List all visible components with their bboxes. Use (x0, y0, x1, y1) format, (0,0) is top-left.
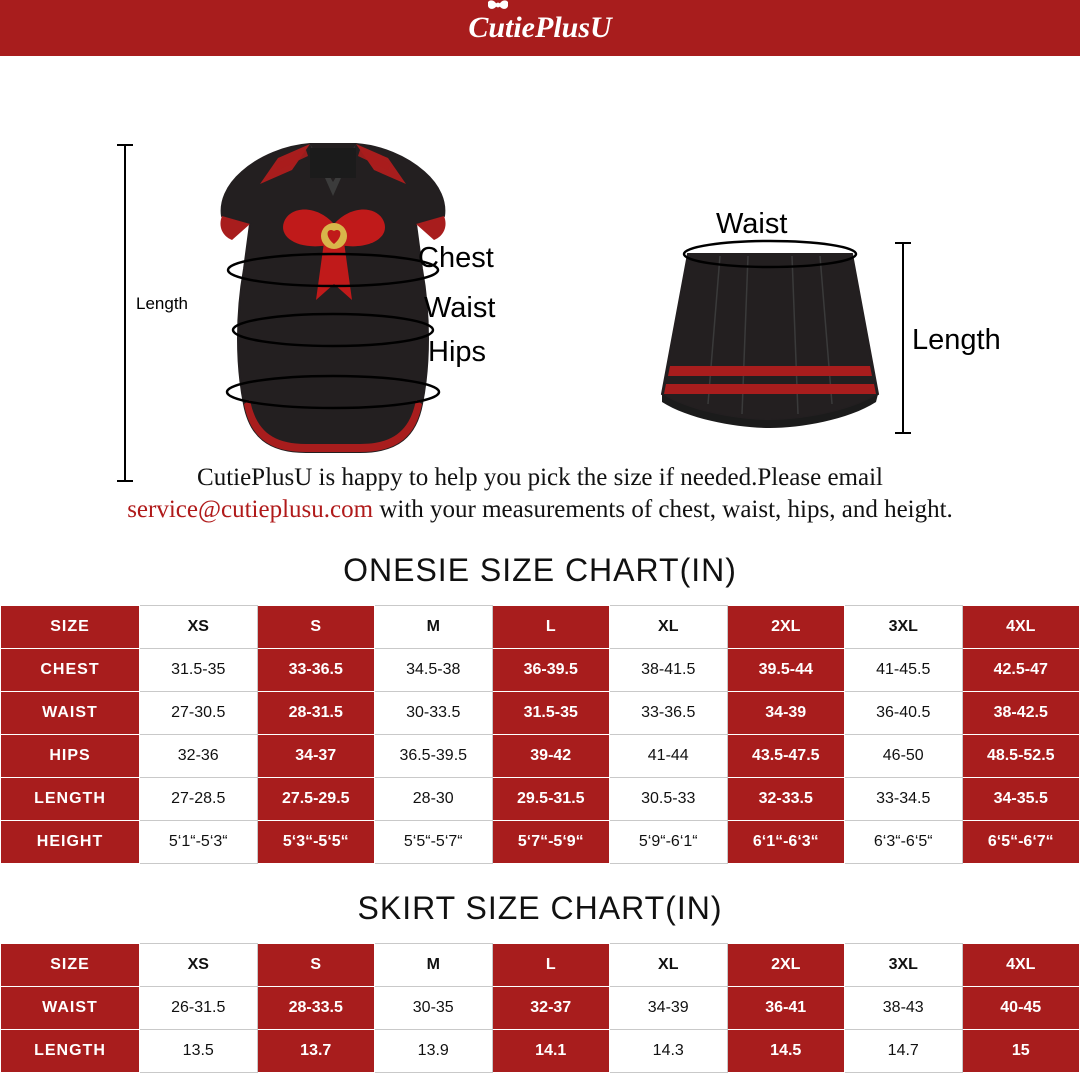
cell-length-xl: 30.5-33 (610, 778, 728, 821)
header-cell-s: S (257, 944, 375, 987)
cell-length-l: 14.1 (492, 1030, 610, 1073)
brand-name: CutiePlusU (468, 11, 612, 44)
header-cell-s: S (257, 606, 375, 649)
header-cell-size: SIZE (1, 944, 140, 987)
header-cell-m: M (375, 944, 493, 987)
skirt-length-dimension (902, 242, 904, 434)
cell-height-m: 5‘5“-5‘7“ (375, 821, 493, 864)
cell-length-xs: 13.5 (140, 1030, 258, 1073)
table-row (1, 778, 1080, 821)
row-label-waist: WAIST (1, 692, 140, 735)
onesie-length-label: Length (136, 294, 188, 313)
garment-illustrations (0, 56, 1080, 456)
onesie-length-dimension (124, 144, 126, 482)
header-cell-4xl: 4XL (962, 606, 1080, 649)
cell-chest-3xl: 41-45.5 (845, 649, 963, 692)
cell-length-2xl: 32-33.5 (727, 778, 845, 821)
onesie-size-table (0, 605, 1080, 864)
cell-length-3xl: 33-34.5 (845, 778, 963, 821)
header-cell-xs: XS (140, 944, 258, 987)
header-cell-l: L (492, 606, 610, 649)
cell-height-s: 5‘3“-5‘5“ (257, 821, 375, 864)
cell-waist-xl: 34-39 (610, 987, 728, 1030)
cell-waist-m: 30-33.5 (375, 692, 493, 735)
cell-hips-xs: 32-36 (140, 735, 258, 778)
cell-length-xs: 27-28.5 (140, 778, 258, 821)
cell-hips-2xl: 43.5-47.5 (727, 735, 845, 778)
cell-waist-4xl: 38-42.5 (962, 692, 1080, 735)
cell-waist-4xl: 40-45 (962, 987, 1080, 1030)
header-cell-xl: XL (610, 944, 728, 987)
header-cell-xl: XL (610, 606, 728, 649)
cell-hips-xl: 41-44 (610, 735, 728, 778)
header-cell-size: SIZE (1, 606, 140, 649)
cell-chest-xs: 31.5-35 (140, 649, 258, 692)
table-row (1, 649, 1080, 692)
cell-waist-xs: 27-30.5 (140, 692, 258, 735)
cell-hips-s: 34-37 (257, 735, 375, 778)
header-cell-xs: XS (140, 606, 258, 649)
cell-length-xl: 14.3 (610, 1030, 728, 1073)
header-cell-2xl: 2XL (727, 944, 845, 987)
onesie-chest-label: Chest (418, 242, 494, 274)
cell-height-l: 5‘7“-5‘9“ (492, 821, 610, 864)
skirt-chart-title: SKIRT SIZE CHART(IN) (357, 890, 723, 926)
skirt-length-label: Length (912, 324, 1001, 356)
contact-note (0, 456, 1080, 526)
cell-length-3xl: 14.7 (845, 1030, 963, 1073)
contact-line1: CutiePlusU is happy to help you pick the size if needed.Please email (197, 464, 883, 491)
table-row (1, 692, 1080, 735)
row-label-height: HEIGHT (1, 821, 140, 864)
row-label-length: LENGTH (1, 1030, 140, 1073)
onesie-chart-title: ONESIE SIZE CHART(IN) (343, 552, 737, 588)
cell-chest-m: 34.5-38 (375, 649, 493, 692)
cell-waist-xl: 33-36.5 (610, 692, 728, 735)
cell-length-4xl: 34-35.5 (962, 778, 1080, 821)
cell-height-2xl: 6‘1“-6‘3“ (727, 821, 845, 864)
bow-heart-icon (486, 0, 510, 16)
contact-email[interactable]: service@cutieplusu.com (127, 496, 374, 523)
skirt-size-table (0, 943, 1080, 1073)
header-cell-4xl: 4XL (962, 944, 1080, 987)
cell-waist-m: 30-35 (375, 987, 493, 1030)
cell-waist-s: 28-33.5 (257, 987, 375, 1030)
table-row (1, 735, 1080, 778)
cell-length-2xl: 14.5 (727, 1030, 845, 1073)
cell-waist-2xl: 34-39 (727, 692, 845, 735)
cell-waist-l: 31.5-35 (492, 692, 610, 735)
cell-chest-xl: 38-41.5 (610, 649, 728, 692)
cell-hips-3xl: 46-50 (845, 735, 963, 778)
cell-waist-3xl: 38-43 (845, 987, 963, 1030)
cell-height-4xl: 6‘5“-6‘7“ (962, 821, 1080, 864)
cell-hips-4xl: 48.5-52.5 (962, 735, 1080, 778)
contact-line2: with your measurements of chest, waist, hips, and height. (373, 496, 953, 523)
cell-chest-s: 33-36.5 (257, 649, 375, 692)
cell-waist-s: 28-31.5 (257, 692, 375, 735)
page-header (0, 0, 1080, 56)
cell-length-m: 13.9 (375, 1030, 493, 1073)
cell-chest-4xl: 42.5-47 (962, 649, 1080, 692)
header-cell-m: M (375, 606, 493, 649)
table-row (1, 987, 1080, 1030)
header-cell-3xl: 3XL (845, 944, 963, 987)
cell-height-xl: 5‘9“-6‘1“ (610, 821, 728, 864)
cell-height-xs: 5‘1“-5‘3“ (140, 821, 258, 864)
skirt-illustration (620, 226, 920, 456)
row-label-hips: HIPS (1, 735, 140, 778)
cell-length-4xl: 15 (962, 1030, 1080, 1073)
table-header-row (1, 944, 1080, 987)
cell-length-s: 27.5-29.5 (257, 778, 375, 821)
header-cell-3xl: 3XL (845, 606, 963, 649)
cell-waist-2xl: 36-41 (727, 987, 845, 1030)
row-label-waist: WAIST (1, 987, 140, 1030)
cell-hips-l: 39-42 (492, 735, 610, 778)
cell-chest-l: 36-39.5 (492, 649, 610, 692)
brand-logo (468, 11, 611, 45)
cell-waist-l: 32-37 (492, 987, 610, 1030)
header-cell-2xl: 2XL (727, 606, 845, 649)
onesie-hips-label: Hips (428, 336, 487, 368)
skirt-waist-label: Waist (716, 208, 788, 240)
cell-height-3xl: 6‘3“-6‘5“ (845, 821, 963, 864)
cell-length-l: 29.5-31.5 (492, 778, 610, 821)
table-row (1, 1030, 1080, 1073)
onesie-waist-label: Waist (424, 292, 496, 324)
cell-length-s: 13.7 (257, 1030, 375, 1073)
cell-waist-3xl: 36-40.5 (845, 692, 963, 735)
table-header-row (1, 606, 1080, 649)
cell-length-m: 28-30 (375, 778, 493, 821)
row-label-chest: CHEST (1, 649, 140, 692)
header-cell-l: L (492, 944, 610, 987)
cell-chest-2xl: 39.5-44 (727, 649, 845, 692)
row-label-length: LENGTH (1, 778, 140, 821)
cell-waist-xs: 26-31.5 (140, 987, 258, 1030)
cell-hips-m: 36.5-39.5 (375, 735, 493, 778)
table-row (1, 821, 1080, 864)
